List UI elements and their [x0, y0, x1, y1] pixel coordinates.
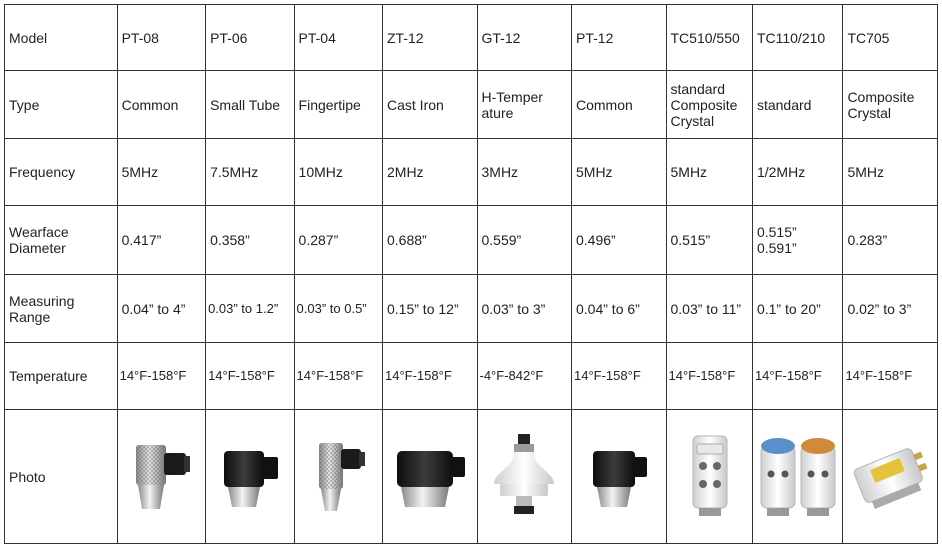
cell-temperature: 14°F-158°F [294, 343, 382, 410]
cell-model: GT-12 [477, 5, 572, 71]
probe-tc110-image [757, 432, 839, 522]
probe-photo-tc705 [843, 410, 938, 544]
cell-range: 0.03” to 1.2” [206, 275, 294, 343]
cell-type: Fingertipe [294, 71, 382, 139]
probe-spec-table [4, 4, 938, 544]
cell-model: PT-12 [572, 5, 667, 71]
cell-range: 0.02” to 3” [843, 275, 938, 343]
cell-frequency: 5MHz [843, 139, 938, 206]
cell-temperature: 14°F-158°F [752, 343, 842, 410]
cell-range: 0.04” to 6” [572, 275, 667, 343]
probe-photo-gt12 [477, 410, 572, 544]
cell-diameter: 0.515” [666, 206, 752, 275]
cell-diameter: 0.559” [477, 206, 572, 275]
cell-diameter: 0.496” [572, 206, 667, 275]
cell-frequency: 5MHz [572, 139, 667, 206]
cell-type: standard [752, 71, 842, 139]
row-label: Wearface Diameter [5, 206, 118, 275]
row-type [5, 71, 938, 139]
cell-diameter: 0.287” [294, 206, 382, 275]
probe-pt12-image [579, 437, 659, 517]
probe-photo-zt12 [383, 410, 478, 544]
cell-diameter: 0.417” [117, 206, 205, 275]
cell-frequency: 7.5MHz [206, 139, 294, 206]
probe-tc705-image [848, 437, 932, 517]
row-measuring-range [5, 275, 938, 343]
row-label: Model [5, 5, 118, 71]
row-photo [5, 410, 938, 544]
row-label: Temperature [5, 343, 118, 410]
row-frequency [5, 139, 938, 206]
probe-photo-tc110 [752, 410, 842, 544]
probe-pt06-image [210, 437, 290, 517]
cell-temperature: 14°F-158°F [206, 343, 294, 410]
cell-range: 0.03” to 3” [477, 275, 572, 343]
probe-photo-pt06 [206, 410, 294, 544]
cell-type: H-Temper ature [477, 71, 572, 139]
cell-model: PT-04 [294, 5, 382, 71]
cell-model: PT-08 [117, 5, 205, 71]
row-model [5, 5, 938, 71]
row-label: Photo [5, 410, 118, 544]
cell-range: 0.03” to 0.5” [294, 275, 382, 343]
row-wearface-diameter [5, 206, 938, 275]
cell-type: standard Composite Crystal [666, 71, 752, 139]
cell-type: Common [572, 71, 667, 139]
probe-pt04-image [299, 437, 379, 517]
probe-photo-pt08 [117, 410, 205, 544]
probe-tc510-image [671, 432, 751, 522]
cell-range: 0.03” to 11” [666, 275, 752, 343]
cell-frequency: 10MHz [294, 139, 382, 206]
cell-frequency: 3MHz [477, 139, 572, 206]
cell-type: Composite Crystal [843, 71, 938, 139]
probe-photo-pt04 [294, 410, 382, 544]
row-label: Type [5, 71, 118, 139]
cell-frequency: 1/2MHz [752, 139, 842, 206]
cell-range: 0.04” to 4” [117, 275, 205, 343]
cell-temperature: 14°F-158°F [383, 343, 478, 410]
cell-model: TC110/210 [752, 5, 842, 71]
cell-diameter: 0.688” [383, 206, 478, 275]
cell-temperature: -4°F-842°F [477, 343, 572, 410]
cell-diameter: 0.515” 0.591” [752, 206, 842, 275]
row-temperature [5, 343, 938, 410]
probe-gt12-image [484, 432, 564, 522]
cell-type: Common [117, 71, 205, 139]
cell-temperature: 14°F-158°F [117, 343, 205, 410]
row-label: Frequency [5, 139, 118, 206]
probe-photo-tc510 [666, 410, 752, 544]
cell-diameter: 0.358” [206, 206, 294, 275]
cell-frequency: 5MHz [666, 139, 752, 206]
cell-model: ZT-12 [383, 5, 478, 71]
cell-model: TC510/550 [666, 5, 752, 71]
cell-temperature: 14°F-158°F [843, 343, 938, 410]
cell-frequency: 2MHz [383, 139, 478, 206]
cell-temperature: 14°F-158°F [572, 343, 667, 410]
probe-zt12-image [389, 437, 471, 517]
cell-diameter: 0.283” [843, 206, 938, 275]
cell-frequency: 5MHz [117, 139, 205, 206]
cell-type: Cast Iron [383, 71, 478, 139]
cell-type: Small Tube [206, 71, 294, 139]
row-label: Measuring Range [5, 275, 118, 343]
probe-pt08-image [122, 437, 202, 517]
cell-temperature: 14°F-158°F [666, 343, 752, 410]
cell-range: 0.15” to 12” [383, 275, 478, 343]
probe-photo-pt12 [572, 410, 667, 544]
cell-model: PT-06 [206, 5, 294, 71]
cell-range: 0.1” to 20” [752, 275, 842, 343]
cell-model: TC705 [843, 5, 938, 71]
